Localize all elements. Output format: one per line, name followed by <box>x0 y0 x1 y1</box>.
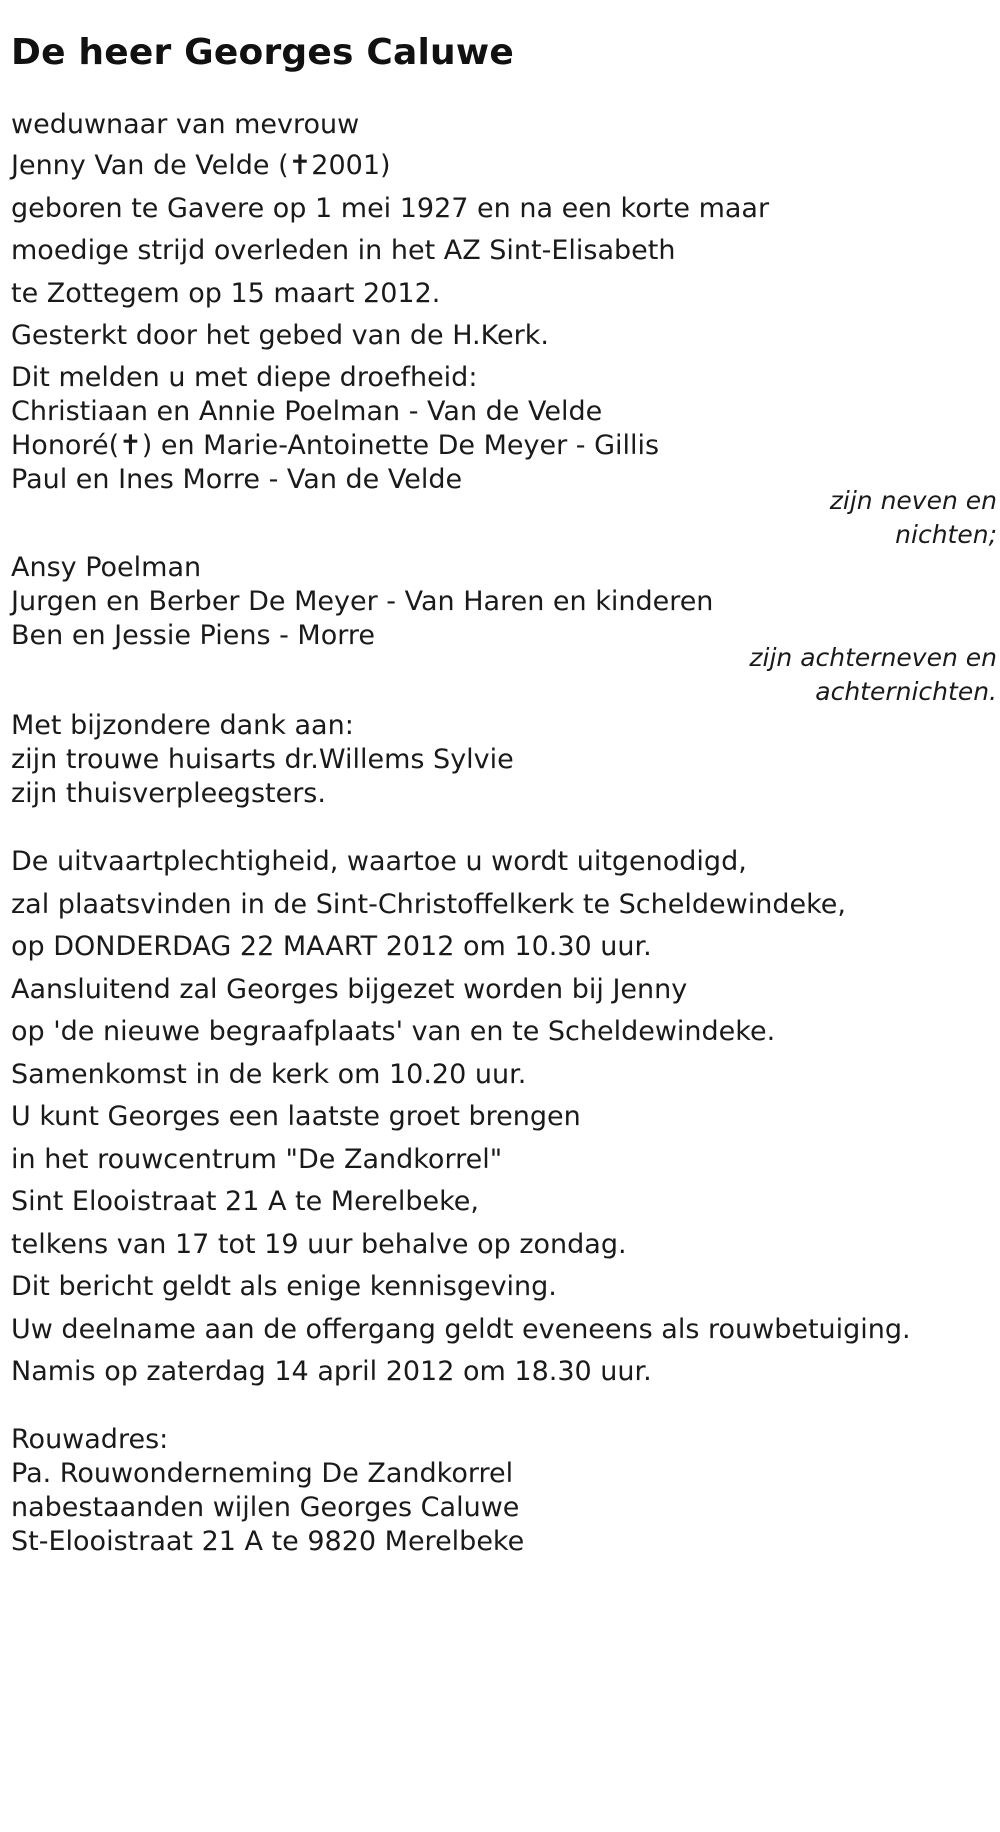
address-line: St-Elooistraat 21 A te 9820 Merelbeke <box>11 1526 525 1557</box>
intro-line: te Zottegem op 15 maart 2012. <box>11 278 441 309</box>
family-member: Paul en Ines Morre - Van de Velde <box>11 464 463 495</box>
ceremony-line: U kunt Georges een laatste groet brengen <box>11 1101 581 1132</box>
thanks-line: Met bijzondere dank aan: <box>11 710 354 741</box>
ceremony-line: Dit bericht geldt als enige kennisgeving. <box>11 1271 557 1302</box>
relation-label: achternichten. <box>815 677 997 706</box>
ceremony-line: Samenkomst in de kerk om 10.20 uur. <box>11 1059 527 1090</box>
ceremony-line: zal plaatsvinden in de Sint-Christoffelkerk te Scheldewindeke, <box>11 889 846 920</box>
ceremony-line: telkens van 17 tot 19 uur behalve op zondag. <box>11 1229 627 1260</box>
ceremony-line: Namis op zaterdag 14 april 2012 om 18.30 uur. <box>11 1356 652 1387</box>
address-line: Pa. Rouwonderneming De Zandkorrel <box>11 1458 514 1489</box>
family-member: Jurgen en Berber De Meyer - Van Haren en kinderen <box>11 586 714 617</box>
thanks-line: zijn trouwe huisarts dr.Willems Sylvie <box>11 744 514 775</box>
page-title: De heer Georges Caluwe <box>11 32 514 73</box>
family-announcement: Dit melden u met diepe droefheid: <box>11 362 478 393</box>
ceremony-line: Sint Elooistraat 21 A te Merelbeke, <box>11 1186 479 1217</box>
ceremony-line: Aansluitend zal Georges bijgezet worden bij Jenny <box>11 974 688 1005</box>
intro-line: moedige strijd overleden in het AZ Sint-Elisabeth <box>11 235 676 266</box>
relation-label: zijn achterneven en <box>749 643 997 672</box>
ceremony-line: op DONDERDAG 22 MAART 2012 om 10.30 uur. <box>11 931 652 962</box>
intro-line: weduwnaar van mevrouw <box>11 109 360 140</box>
address-line: nabestaanden wijlen Georges Caluwe <box>11 1492 520 1523</box>
ceremony-line: Uw deelname aan de offergang geldt eveneens als rouwbetuiging. <box>11 1314 911 1345</box>
address-line: Rouwadres: <box>11 1424 169 1455</box>
intro-line: geboren te Gavere op 1 mei 1927 en na een korte maar <box>11 193 770 224</box>
family-member: Christiaan en Annie Poelman - Van de Velde <box>11 396 603 427</box>
family-member: Honoré(✝) en Marie-Antoinette De Meyer - Gillis <box>11 430 660 461</box>
relation-label: zijn neven en <box>829 486 997 515</box>
relation-label: nichten; <box>895 520 997 549</box>
family-member: Ansy Poelman <box>11 552 202 583</box>
intro-line: Gesterkt door het gebed van de H.Kerk. <box>11 320 549 351</box>
ceremony-line: in het rouwcentrum "De Zandkorrel" <box>11 1144 503 1175</box>
family-member: Ben en Jessie Piens - Morre <box>11 620 375 651</box>
ceremony-line: op 'de nieuwe begraafplaats' van en te Scheldewindeke. <box>11 1016 776 1047</box>
thanks-line: zijn thuisverpleegsters. <box>11 778 326 809</box>
ceremony-line: De uitvaartplechtigheid, waartoe u wordt uitgenodigd, <box>11 846 747 877</box>
intro-line: Jenny Van de Velde (✝2001) <box>11 150 391 181</box>
